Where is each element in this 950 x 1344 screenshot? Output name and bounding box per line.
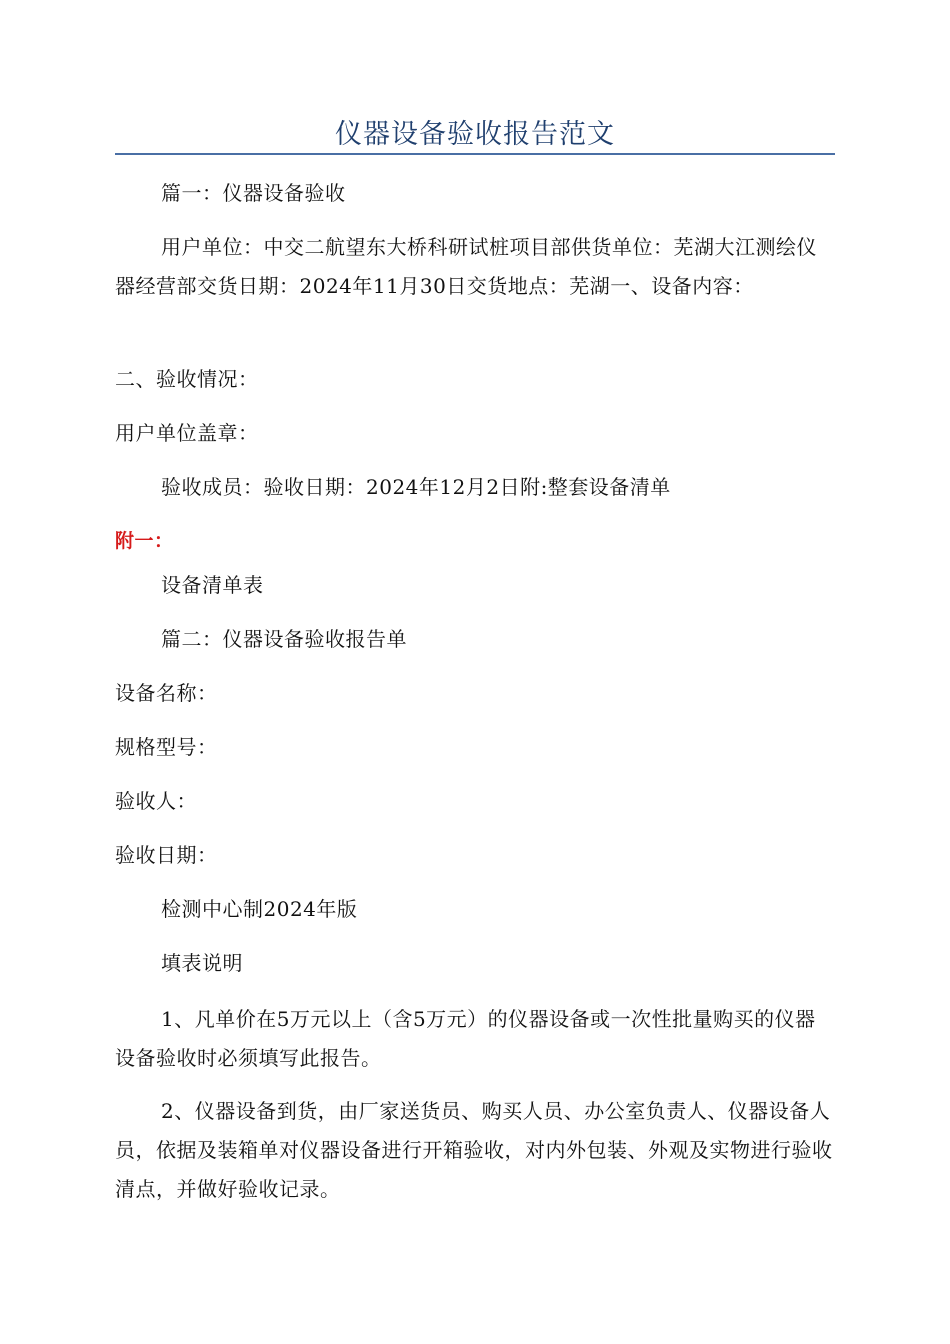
paragraph-acceptance-status: 二、验收情况： (115, 367, 259, 391)
title-underline (115, 153, 835, 155)
paragraph-delivery-info: 用户单位：中交二航望东大桥科研试桩项目部供货单位：芜湖大江测绘仪器经营部交货日期：2024年11月30日交货地点：芜湖一、设备内容： (115, 235, 817, 298)
field-equipment-name: 设备名称： (115, 681, 218, 705)
field-inspector: 验收人： (115, 789, 197, 813)
appendix-heading: 附一： (115, 530, 174, 552)
paragraph-edition: 检测中心制2024年版 (161, 897, 358, 921)
paragraph-user-seal: 用户单位盖章： (115, 421, 259, 445)
document-title: 仪器设备验收报告范文 (335, 119, 615, 150)
paragraph-instructions-heading: 填表说明 (161, 951, 243, 975)
paragraph-acceptance-members: 验收成员：验收日期：2024年12月2日附:整套设备清单 (161, 475, 671, 499)
section-heading-part-two: 篇二：仪器设备验收报告单 (161, 627, 407, 651)
field-spec-model: 规格型号： (115, 735, 218, 759)
instruction-item-1: 1、凡单价在5万元以上（含5万元）的仪器设备或一次性批量购买的仪器设备验收时必须填写此报告。 (115, 1007, 816, 1070)
paragraph-equipment-list: 设备清单表 (161, 573, 264, 597)
field-acceptance-date: 验收日期： (115, 843, 218, 867)
instruction-item-2: 2、仪器设备到货，由厂家送货员、购买人员、办公室负责人、仪器设备人员，依据及装箱单对仪器设备进行开箱验收，对内外包装、外观及实物进行验收清点，并做好验收记录。 (115, 1099, 833, 1201)
section-heading-part-one: 篇一：仪器设备验收 (161, 181, 346, 205)
